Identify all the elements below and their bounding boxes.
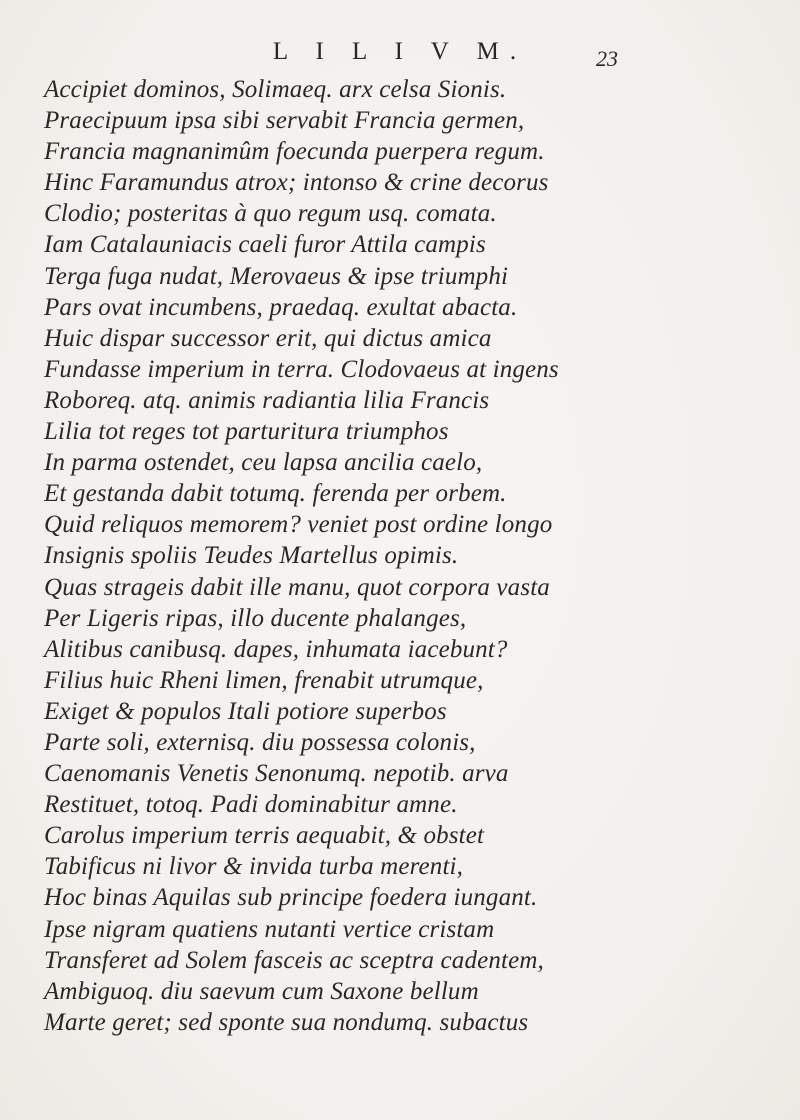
verse-line: Caenomanis Venetis Senonumq. nepotib. arva <box>44 760 509 788</box>
verse-line: Filius huic Rheni limen, frenabit utrumque, <box>44 666 484 694</box>
verse-line: Insignis spoliis Teudes Martellus opimis. <box>44 542 459 570</box>
verse-line: Iam Catalauniacis caeli furor Attila campis <box>44 231 486 259</box>
verse-line: Lilia tot reges tot parturitura triumphos <box>44 418 449 446</box>
running-head: L I L I V M. <box>272 38 528 65</box>
verse-line: Hoc binas Aquilas sub principe foedera iungant. <box>44 884 538 912</box>
verse-line: Clodio; posteritas à quo regum usq. comata. <box>44 200 497 228</box>
verse-line: Fundasse imperium in terra. Clodovaeus at ingens <box>44 355 559 383</box>
verse-line: Quid reliquos memorem? veniet post ordine longo <box>44 511 553 539</box>
verse-block <box>44 74 784 1038</box>
verse-line: Exiget & populos Itali potiore superbos <box>44 697 447 725</box>
verse-line: Parte soli, externisq. diu possessa colonis, <box>44 728 476 756</box>
verse-line: Praecipuum ipsa sibi servabit Francia germen, <box>44 107 525 135</box>
verse-line: Carolus imperium terris aequabit, & obstet <box>44 822 485 850</box>
verse-line: Pars ovat incumbens, praedaq. exultat abacta. <box>44 293 518 321</box>
verse-line: Per Ligeris ripas, illo ducente phalanges, <box>44 604 467 632</box>
verse-line: Quas strageis dabit ille manu, quot corpora vasta <box>44 573 550 601</box>
verse-line: Marte geret; sed sponte sua nondumq. subactus <box>44 1008 529 1036</box>
verse-line: In parma ostendet, ceu lapsa ancilia caelo, <box>44 449 483 477</box>
verse-line: Huic dispar successor erit, qui dictus amica <box>44 324 492 352</box>
page-number: 23 <box>596 46 618 71</box>
verse-line: Alitibus canibusq. dapes, inhumata iacebunt? <box>44 635 508 663</box>
verse-line: Restituet, totoq. Padi dominabitur amne. <box>44 791 458 819</box>
verse-line: Transferet ad Solem fasceis ac sceptra cadentem, <box>44 946 544 974</box>
verse-line: Ipse nigram quatiens nutanti vertice cristam <box>44 915 495 943</box>
verse-line: Francia magnanimûm foecunda puerpera regum. <box>44 138 545 166</box>
verse-line: Accipiet dominos, Solimaeq. arx celsa Sionis. <box>44 76 507 103</box>
verse-line: Roboreq. atq. animis radiantia lilia Francis <box>44 386 490 414</box>
verse-line: Tabificus ni livor & invida turba merenti, <box>44 853 464 881</box>
verse-line: Et gestanda dabit totumq. ferenda per orbem. <box>44 480 507 508</box>
verse-line: Terga fuga nudat, Merovaeus & ipse triumphi <box>44 262 509 290</box>
verse-line: Ambiguoq. diu saevum cum Saxone bellum <box>44 977 479 1005</box>
verse-line: Hinc Faramundus atrox; intonso & crine decorus <box>44 169 549 197</box>
